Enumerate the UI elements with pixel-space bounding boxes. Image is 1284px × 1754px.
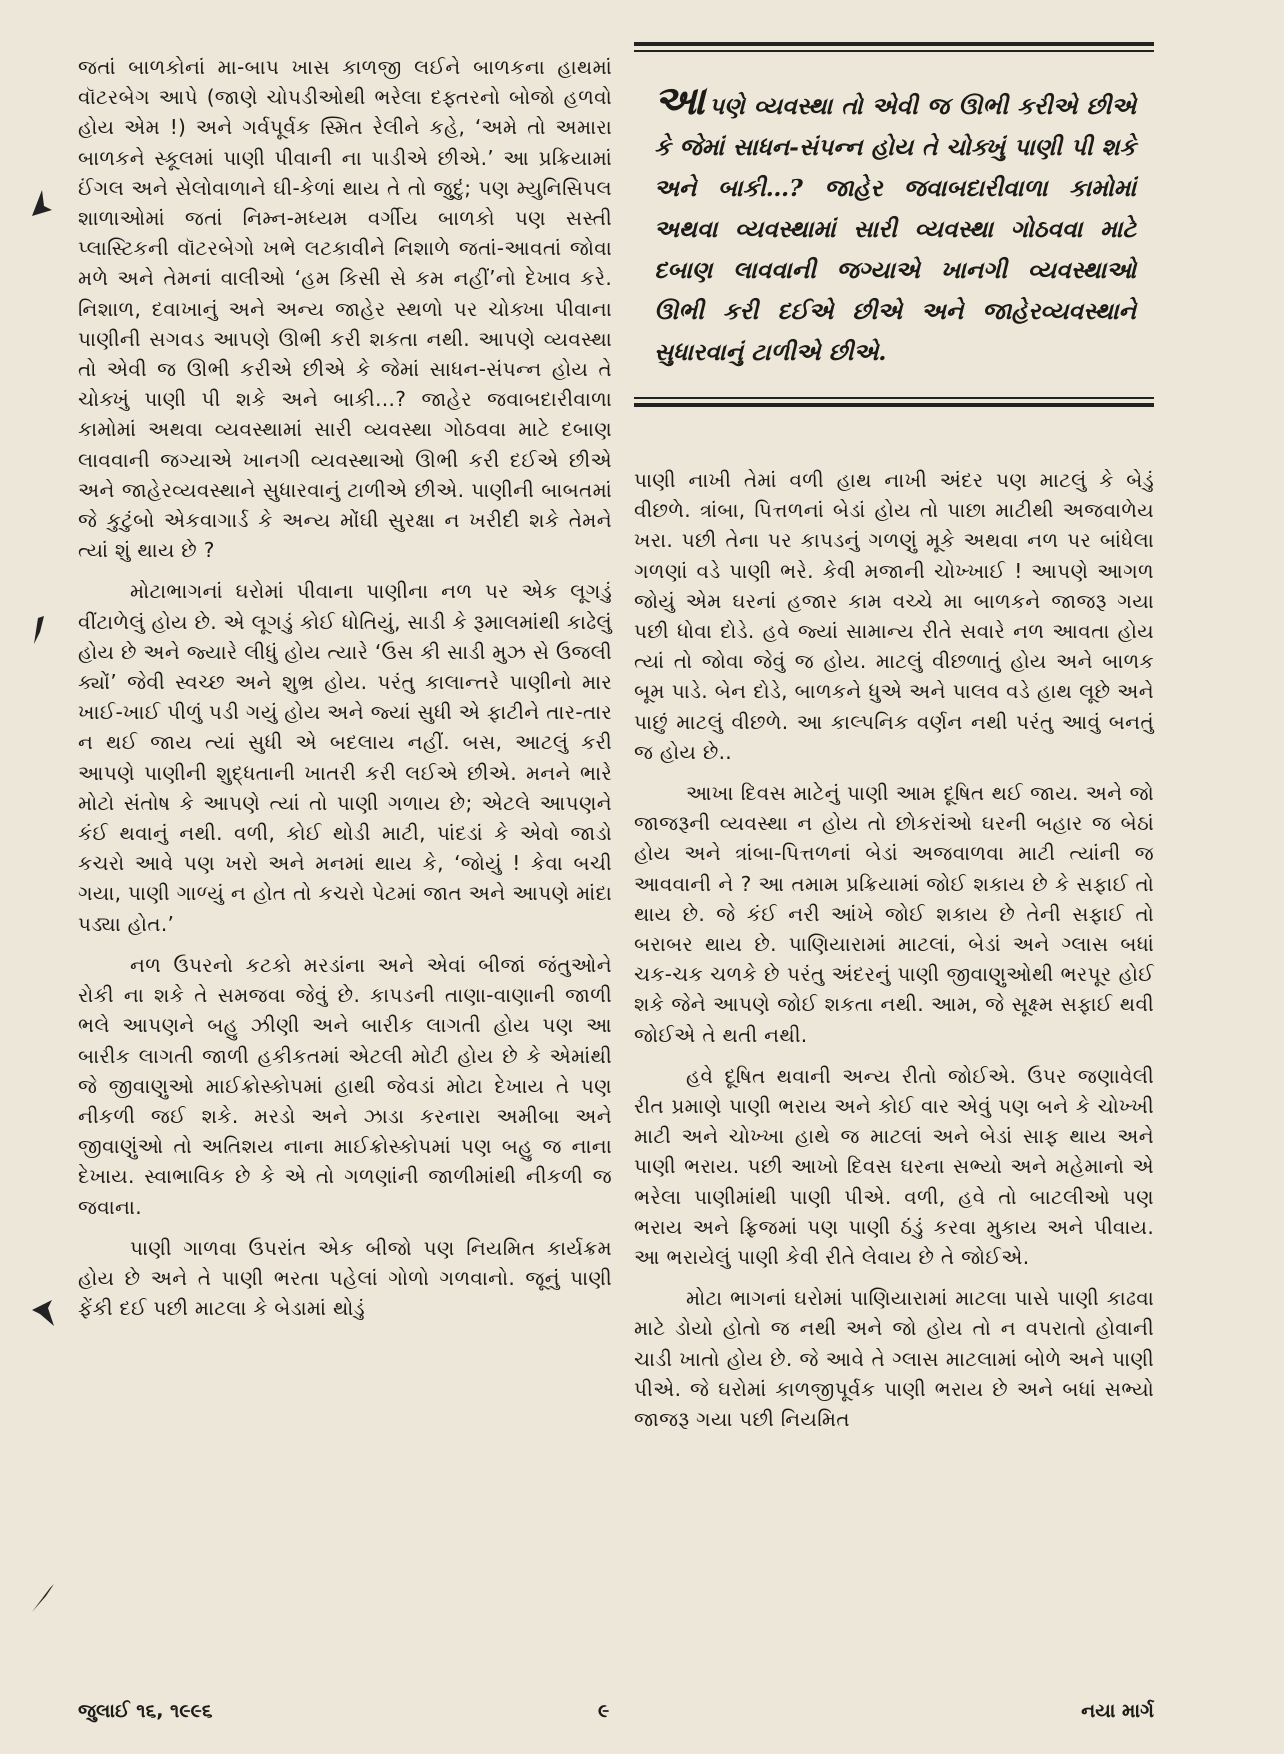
pull-quote-text: પણે વ્યવસ્થા તો એવી જ ઊભી કરીએ છીએ કે જેમાં સાધન-સંપન્ન હોય તે ચોક્ખું પાણી પી શકે અને બાકી…? જાહેર જવાબદારીવાળા કામોમાં અથવા વ્યવસ્થામાં સારી વ્યવસ્થા ગોઠવવા માટે દબાણ લાવવાની જગ્યાએ ખાનગી વ્યવસ્થાઓ ઊભી કરી દઈએ છીએ અને જાહેરવ્યવસ્થાને સુધારવાનું ટાળીએ છીએ. [654, 92, 1136, 366]
paragraph: નળ ઉપરનો કટકો મરડાંના અને એવાં બીજાં જંતુઓને રોકી ના શકે તે સમજવા જેવું છે. કાપડની તાણા-વાણાની જાળી ભલે આપણને બહુ ઝીણી અને બારીક લાગતી હોય પણ આ બારીક લાગતી જાળી હકીકતમાં એટલી મોટી હોય છે કે એમાંથી જે જીવાણુઓ માઈક્રોસ્કોપમાં હાથી જેવડાં મોટા દેખાય તે પણ નીકળી જઈ શકે. મરડો અને ઝાડા કરનારા અમીબા અને જીવાણુંઓ તો અતિશય નાના માઈક્રોસ્કોપમાં પણ બહુ જ નાના દેખાય. સ્વાભાવિક છે કે એ તો ગળણાંની જાળીમાંથી નીકળી જ જવાના. [78, 952, 612, 1219]
paragraph: પાણી ગાળવા ઉપરાંત એક બીજો પણ નિયમિત કાર્યક્રમ હોય છે અને તે પાણી ભરતા પહેલાં ગોળો ગળવાનો. જૂનું પાણી ફેંકી દઈ પછી માટલા કે બેડામાં થોડું [78, 1235, 612, 1321]
paragraph: પાણી નાખી તેમાં વળી હાથ નાખી અંદર પણ માટલું કે બેડું વીછળે. ત્રાંબા, પિત્તળનાં બેડાં હોય તો પાછા માટીથી અજવાળેય ખરા. પછી તેના પર કાપડનું ગળણું મૂકે અથવા નળ પર બાંધેલા ગળણાં વડે પાણી ભરે. કેવી મજાની ચોખ્ખાઈ ! આપણે આગળ જોયું એમ ઘરનાં હજાર કામ વચ્ચે મા બાળકને જાજરૂ ગયા પછી ધોવા દોડે. હવે જ્યાં સામાન્ય રીતે સવારે નળ આવતા હોય ત્યાં તો જોવા જેવું જ હોય. માટલું વીછળાતું હોય અને બાળક બૂમ પાડે. બેન દોડે, બાળકને ધુએ અને પાલવ વડે હાથ લૂછે અને પાછું માટલું વીછળે. આ કાલ્પનિક વર્ણન નથી પરંતુ આવું બનતું જ હોય છે.. [634, 468, 1154, 764]
pull-quote-box [634, 42, 1154, 411]
rule-top-thin [634, 50, 1154, 52]
paragraph: મોટા ભાગનાં ઘરોમાં પાણિયારામાં માટલા પાસે પાણી કાઢવા માટે ડોયો હોતો જ નથી અને જો હોય તો ન વપરાતો હોવાની ચાડી ખાતો હોય છે. જે આવે તે ગ્લાસ માટલામાં બોળે અને પાણી પીએ. જે ઘરોમાં કાળજીપૂર્વક પાણી ભરાય છે અને બધાં સભ્યો જાજરૂ ગયા પછી નિયમિત [634, 1286, 1154, 1432]
paragraph: મોટાભાગનાં ઘરોમાં પીવાના પાણીના નળ પર એક લૂગડું વીંટાળેલું હોય છે. એ લૂગડું કોઈ ધોતિયું, સાડી કે રૂમાલમાંથી કાઢેલું હોય છે અને જ્યારે લીધું હોય ત્યારે ‘ઉસ કી સાડી મુઝ સે ઉજલી ક્યોં’ જેવી સ્વચ્છ અને શુભ્ર હોય. પરંતુ કાલાન્તરે પાણીનો માર ખાઈ-ખાઈ પીળું પડી ગયું હોય અને જ્યાં સુધી એ ફાટીને તાર-તાર ન થઈ જાય ત્યાં સુધી એ બદલાય નહીં. બસ, આટલું કરી આપણે પાણીની શુદ્ધતાની ખાતરી કરી લઈએ છીએ. મનને ભારે મોટો સંતોષ કે આપણે ત્યાં તો પાણી ગળાય છે; એટલે આપણને કંઈ થવાનું નથી. વળી, કોઈ થોડી માટી, પાંદડાં કે એવો જાડો કચરો આવે પણ ખરો અને મનમાં થાય કે, ‘જોયું ! કેવા બચી ગયા, પાણી ગાળ્યું ન હોત તો કચરો પેટમાં જાત અને આપણે માંદા પડ્યા હોત.’ [78, 579, 612, 936]
paragraph: આખા દિવસ માટેનું પાણી આમ દૂષિત થઈ જાય. અને જો જાજરૂની વ્યવસ્થા ન હોય તો છોકરાંઓ ઘરની બહાર જ બેઠાં હોય અને ત્રાંબા-પિત્તળનાં બેડાં અજવાળવા માટી ત્યાંની જ આવવાની ને ? આ તમામ પ્રક્રિયામાં જોઈ શકાય છે કે સફાઈ તો થાય છે. જે કંઈ નરી આંખે જોઈ શકાય છે તેની સફાઈ તો બરાબર થાય છે. પાણિયારામાં માટલાં, બેડાં અને ગ્લાસ બધાં ચક-ચક ચળકે છે પરંતુ અંદરનું પાણી જીવાણુઓથી ભરપૂર હોઈ શકે જેને આપણે જોઈ શકતા નથી. આમ, જે સૂક્ષ્મ સફાઈ થવી જોઈએ તે થતી નથી. [634, 781, 1154, 1047]
publication-name: નયા માર્ગ [1081, 1700, 1154, 1722]
pencil-mark-icon [28, 186, 56, 222]
rule-bottom-thin [634, 397, 1154, 399]
pencil-mark-icon [28, 1296, 56, 1332]
pencil-mark-icon [28, 1580, 56, 1616]
pull-quote [654, 77, 1136, 373]
pull-quote-initial: આ [654, 77, 705, 124]
rule-top [634, 42, 1154, 46]
left-column [78, 52, 612, 1334]
rule-bottom [634, 403, 1154, 407]
right-column [634, 465, 1154, 1445]
paragraph: હવે દૂષિત થવાની અન્ય રીતો જોઈએ. ઉપર જણાવેલી રીત પ્રમાણે પાણી ભરાય અને કોઈ વાર એવું પણ બને કે ચોખ્ખી માટી અને ચોખ્ખા હાથે જ માટલાં અને બેડાં સાફ થાય અને પાણી ભરાય. પછી આખો દિવસ ઘરના સભ્યો અને મહેમાનો એ ભરેલા પાણીમાંથી પાણી પીએ. વળી, હવે તો બાટલીઓ પણ ભરાય અને ફ્રિજમાં પણ પાણી ઠંડું કરવા મુકાય અને પીવાય. આ ભરાયેલું પાણી કેવી રીતે લેવાય છે તે જોઈએ. [634, 1063, 1154, 1270]
page-number: ૯ [598, 1700, 610, 1722]
paragraph: જતાં બાળકોનાં મા-બાપ ખાસ કાળજી લઈને બાળકના હાથમાં વૉટરબેગ આપે (જાણે ચોપડીઓથી ભરેલા દફ્તરનો બોજો હળવો હોય એમ !) અને ગર્વપૂર્વક સ્મિત રેલીને કહે, ‘અમે તો અમારા બાળકને સ્કૂલમાં પાણી પીવાની ના પાડીએ છીએ.’ આ પ્રક્રિયામાં ઈંગલ અને સેલોવાળાને ઘી-કેળાં થાય તે તો જુદું; પણ મ્યુનિસિપલ શાળાઓમાં જતાં નિમ્ન-મધ્યમ વર્ગીય બાળકો પણ સસ્તી પ્લાસ્ટિકની વૉટરબેગો ખભે લટકાવીને નિશાળે જતાં-આવતાં જોવા મળે અને તેમનાં વાલીઓ ‘હમ કિસી સે કમ નહીં’નો દેખાવ કરે. નિશાળ, દવાખાનું અને અન્ય જાહેર સ્થળો પર ચોક્ખા પીવાના પાણીની સગવડ આપણે ઊભી કરી શકતા નથી. આપણે વ્યવસ્થા તો એવી જ ઊભી કરીએ છીએ કે જેમાં સાધન-સંપન્ન હોય તે ચોક્ખું પાણી પી શકે અને બાકી…? જાહેર જવાબદારીવાળા કામોમાં અથવા વ્યવસ્થામાં સારી વ્યવસ્થા ગોઠવવા માટે દબાણ લાવવાની જગ્યાએ ખાનગી વ્યવસ્થાઓ ઊભી કરી દઈએ છીએ અને જાહેરવ્યવસ્થાને સુધારવાનું ટાળીએ છીએ. પાણીની બાબતમાં જે કુટુંબો એકવાગાર્ડ કે અન્ય મોંઘી સુરક્ષા ન ખરીદી શકે તેમને ત્યાં શું થાય છે ? [78, 55, 612, 563]
pencil-mark-icon [28, 612, 56, 648]
issue-date: જુલાઈ ૧૬, ૧૯૯૬ [78, 1700, 213, 1722]
